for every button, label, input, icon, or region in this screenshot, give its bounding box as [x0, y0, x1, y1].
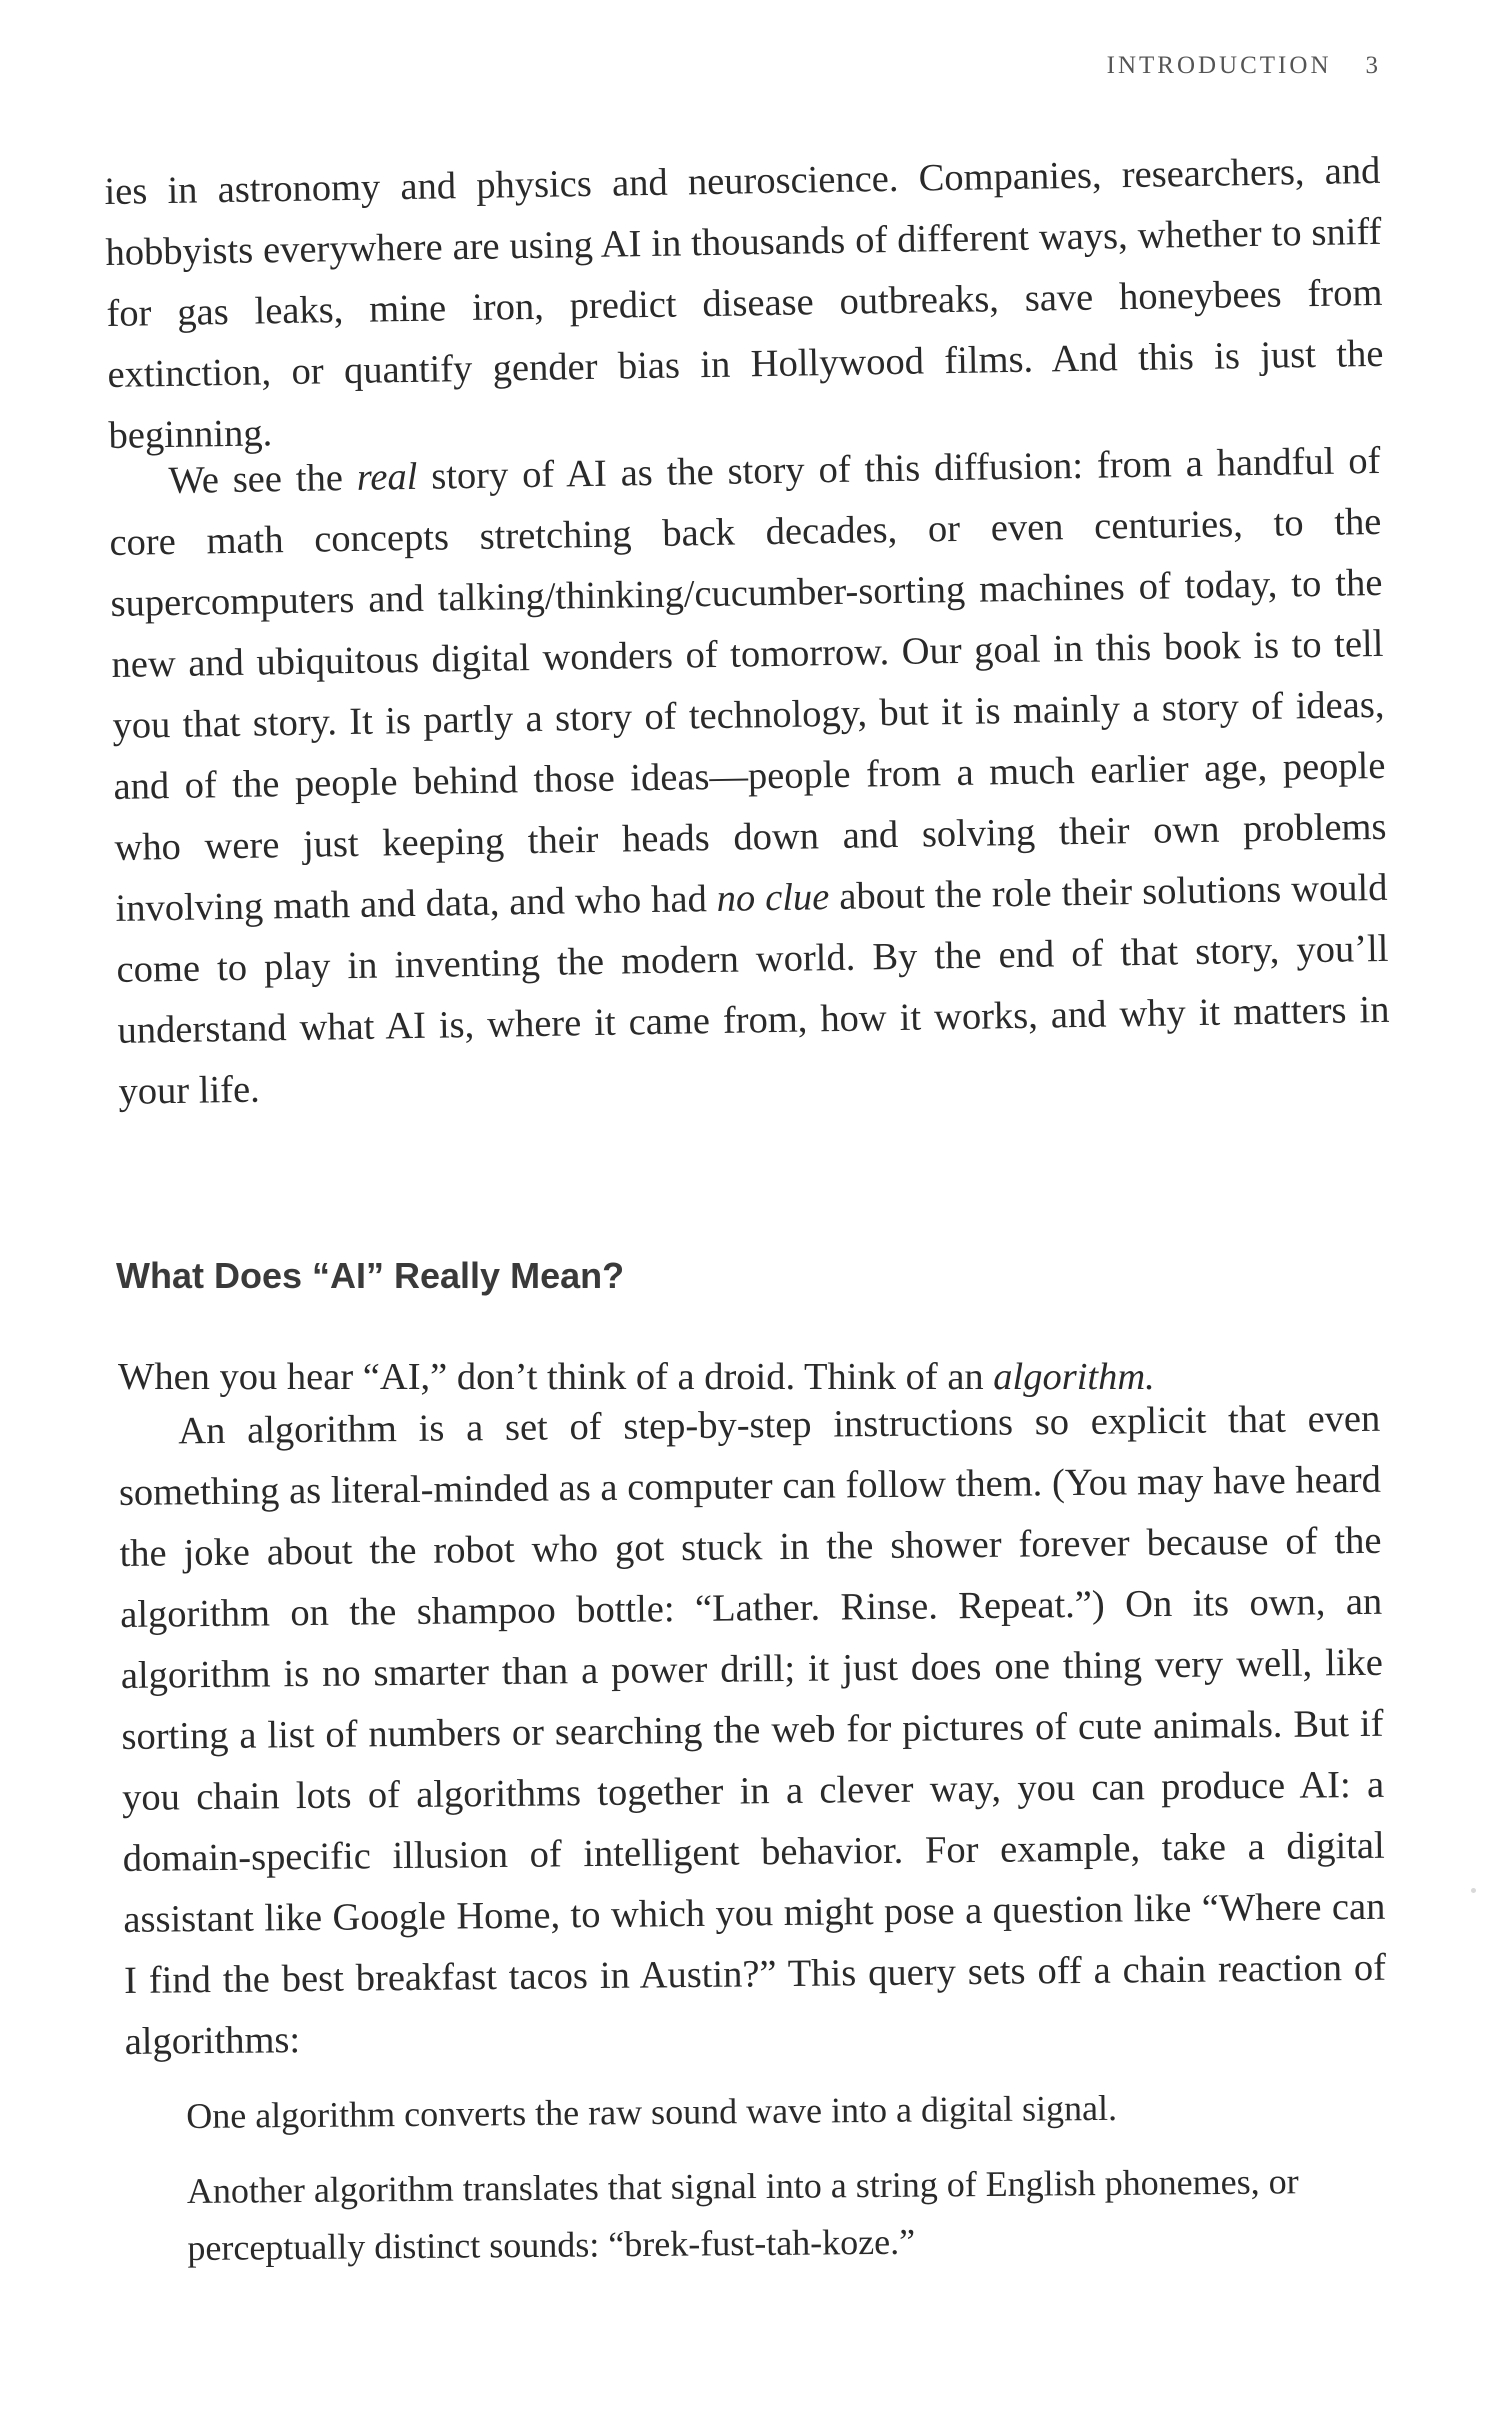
section-heading: What Does “AI” Really Mean?	[116, 1255, 625, 1296]
paragraph-text: An algorithm is a set of step-by-step instructions so explicit that even something as literal-minded as a computer can follow them. (You may have heard the joke about the robot who got stuck in the shower forever because of the algorithm on the shampoo bottle: “Lather. Rinse. Repeat.”) On its own, an algorithm is no smarter than a power drill; it just does one thing very well, like sorting a list of numbers or searching the web for pictures of cute animals. But if you chain lots of algorithms together in a clever way, you can produce AI: a domain-specific illusion of intelligent behavior. For example, take a digital assistant like Google Home, to which you might pose a question like “Where can I find the best breakfast tacos in Austin?” This query sets off a chain reaction of algorithms:	[118, 1397, 1387, 2063]
paragraph-real-story	[108, 431, 1391, 1123]
list-item: Another algorithm translates that signal into a string of English phonemes, or perceptually distinct sounds: “brek-fust-tah-koze.”	[186, 2161, 1299, 2268]
text-run: about the role their solutions would come to play in inventing the modern world. By the end of that story, you’ll understand what AI is, where it came from, how it works, and why it matters in your life.	[116, 866, 1390, 1113]
emphasis-algorithm: algorithm.	[993, 1356, 1155, 1398]
text-run: story of AI as the story of this diffusion: from a handful of core math concepts stretching back decades, or even centuries, to the supercomputers and talking/thinking/cucumber-sorting machines of today, to the new and ubiquitous digital wonders of tomorrow. Our goal in this book is to tell you that story. It is partly a story of technology, but it is mainly a story of ideas, and of the people behind those ideas—people from a much earlier age, people who were just keeping their heads down and solving their own problems involving math and data, and who had	[109, 439, 1387, 930]
emphasis-no-clue: no clue	[716, 876, 830, 920]
text-run: We see the	[168, 456, 358, 502]
scan-speck	[1471, 1888, 1476, 1893]
running-head	[1107, 52, 1378, 80]
paragraph-text: ies in astronomy and physics and neuroscience. Companies, researchers, and hobbyists everywhere are using AI in thousands of different ways, whether to sniff for gas leaks, mine iron, predict disease outbreaks, save honeybees from extinction, or quantify gender bias in Hollywood films. And this is just the beginning.	[104, 149, 1384, 457]
paragraph-algorithm-definition	[118, 1389, 1387, 2073]
emphasis-real: real	[356, 455, 418, 499]
list-item: One algorithm converts the raw sound wave into a digital signal.	[186, 2087, 1118, 2136]
algorithm-chain-list	[186, 2078, 1328, 2295]
paragraph-text	[108, 431, 1391, 1123]
chapter-title: INTRODUCTION	[1106, 52, 1332, 79]
paragraph-continued	[104, 141, 1385, 467]
text-run: When you hear “AI,” don’t think of a droid. Think of an	[118, 1356, 994, 1398]
page-number: 3	[1365, 52, 1378, 79]
